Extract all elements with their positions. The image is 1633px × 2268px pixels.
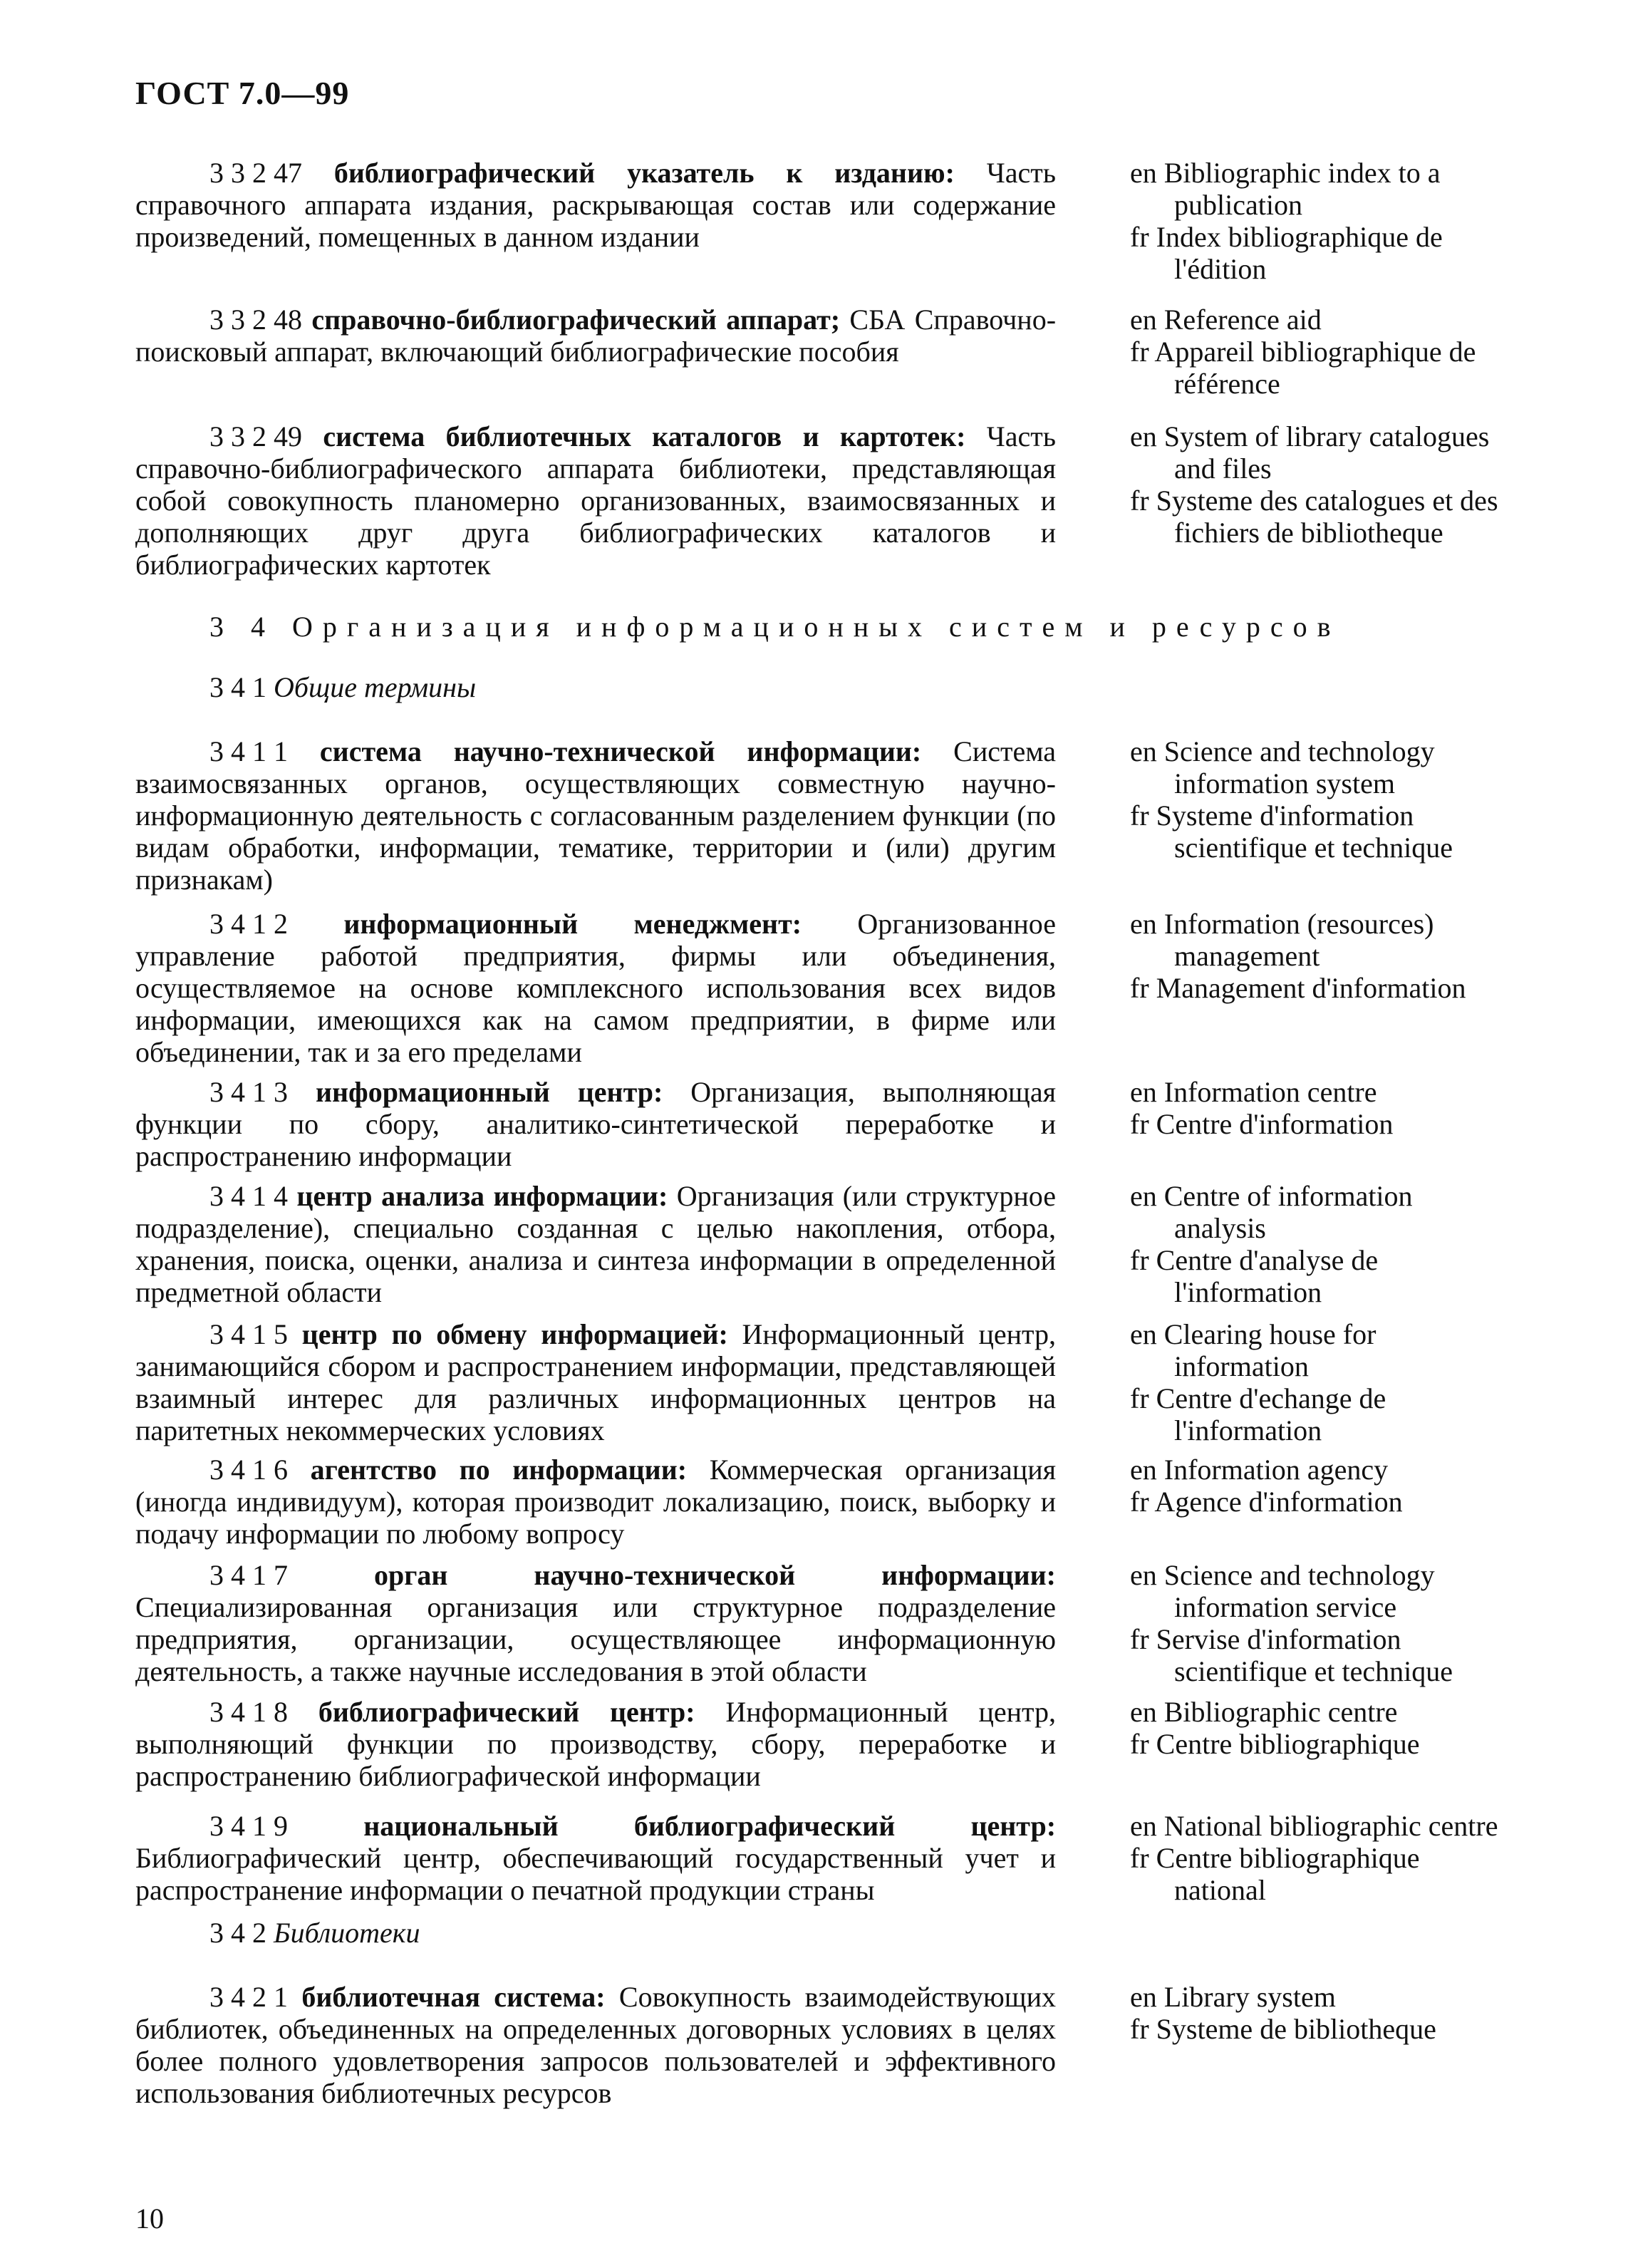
term-definition bbox=[135, 1696, 1056, 1792]
translation-en: en Bibliographic index to a bbox=[1130, 157, 1441, 189]
translation-line: scientifique et technique bbox=[1174, 832, 1453, 864]
term-text: Библиографический центр, обеспечивающий государственный учет и распространение информации о печатной продукции страны bbox=[135, 1842, 1056, 1906]
translation-en: en Science and technology bbox=[1130, 735, 1435, 767]
section-heading: 3 4 Организация информационных систем и ресурсов bbox=[209, 611, 1341, 643]
term-number: 3 4 2 1 bbox=[209, 1981, 288, 2013]
term-translations bbox=[1130, 1810, 1593, 1906]
translation-fr: fr Centre d'information bbox=[1130, 1108, 1394, 1140]
subsection-heading bbox=[209, 1917, 420, 1949]
translation-line: l'information bbox=[1174, 1414, 1322, 1446]
term-translations bbox=[1130, 1180, 1593, 1308]
term-text: Организация (или структурное подразделение), специально созданная с целью накопления, отбора, хранения, поиска, оценки, анализа и синтеза информации в определенной предметной области bbox=[135, 1180, 1056, 1308]
term-number: 3 4 1 5 bbox=[209, 1318, 288, 1350]
translation-en: en Centre of information bbox=[1130, 1180, 1413, 1212]
translation-en: en Reference aid bbox=[1130, 304, 1322, 336]
subsection-number: 3 4 1 bbox=[209, 671, 266, 703]
translation-en: en System of library catalogues bbox=[1130, 420, 1490, 452]
translation-line: référence bbox=[1174, 368, 1280, 400]
translation-fr: fr Centre d'analyse de bbox=[1130, 1244, 1379, 1276]
term-title: библиографический центр: bbox=[318, 1696, 695, 1728]
term-translations bbox=[1130, 1318, 1593, 1446]
translation-line: l'information bbox=[1174, 1276, 1322, 1308]
subsection-heading bbox=[209, 671, 476, 703]
term-title: система научно-технической информации: bbox=[319, 735, 922, 767]
translation-en: en Information agency bbox=[1130, 1454, 1389, 1486]
translation-fr: fr Agence d'information bbox=[1130, 1486, 1403, 1518]
term-translations bbox=[1130, 908, 1593, 1004]
translation-en: en Library system bbox=[1130, 1981, 1336, 2013]
term-title: орган научно-технической информации: bbox=[373, 1559, 1057, 1591]
term-number: 3 4 1 2 bbox=[209, 908, 288, 940]
term-definition bbox=[135, 1559, 1056, 1687]
term-number: 3 4 1 1 bbox=[209, 735, 288, 767]
translation-line: l'édition bbox=[1174, 253, 1267, 285]
translation-en: en Information (resources) bbox=[1130, 908, 1434, 940]
translation-fr: fr Systeme d'information bbox=[1130, 799, 1414, 832]
translation-en: en National bibliographic centre bbox=[1130, 1810, 1498, 1842]
term-text: Организованное управление работой предприятия, фирмы или объединения, осуществляемое на основе комплексного использования всех видов информации, имеющихся как на самом предприятии, в фирме или объединении, так и за его пределами bbox=[135, 908, 1056, 1068]
term-definition bbox=[135, 1180, 1056, 1308]
term-number: 3 4 1 4 bbox=[209, 1180, 288, 1212]
translation-line: fichiers de bibliotheque bbox=[1174, 517, 1443, 549]
translation-line: and files bbox=[1174, 452, 1272, 485]
term-translations bbox=[1130, 1559, 1593, 1687]
translation-fr: fr Centre bibliographique bbox=[1130, 1728, 1420, 1760]
term-number: 3 4 1 9 bbox=[209, 1810, 288, 1842]
term-number: 3 4 1 8 bbox=[209, 1696, 288, 1728]
subsection-name: Библиотеки bbox=[274, 1917, 420, 1949]
term-text: Часть справочного аппарата издания, раскрывающая состав или содержание произведений, помещенных в данном издании bbox=[135, 157, 1057, 253]
translation-fr: fr Centre bibliographique bbox=[1130, 1842, 1420, 1874]
subsection-name: Общие термины bbox=[274, 671, 477, 703]
term-title: агентство по информации: bbox=[310, 1454, 688, 1486]
standard-header: ГОСТ 7.0—99 bbox=[135, 75, 350, 111]
translation-fr: fr Index bibliographique de bbox=[1130, 221, 1443, 253]
term-title: информационный менеджмент: bbox=[343, 908, 802, 940]
translation-line: scientifique et technique bbox=[1174, 1655, 1453, 1687]
term-definition bbox=[135, 1454, 1056, 1550]
translation-fr: fr Centre d'echange de bbox=[1130, 1382, 1386, 1414]
term-title: центр анализа информации: bbox=[296, 1180, 668, 1212]
translation-en: en Information centre bbox=[1130, 1076, 1377, 1108]
term-definition bbox=[135, 1810, 1056, 1906]
term-translations bbox=[1130, 1981, 1593, 2045]
translation-en: en Clearing house for bbox=[1130, 1318, 1377, 1350]
term-text: Информационный центр, выполняющий функции по производству, сбору, переработке и распространению библиографической информации bbox=[135, 1696, 1057, 1792]
term-number: 3 3 2 47 bbox=[209, 157, 302, 189]
term-number: 3 4 1 3 bbox=[209, 1076, 288, 1108]
term-text: Совокупность взаимодействующих библиотек, объединенных на определенных договорных условиях в целях более полного удовлетворения запросов пользователей и эффективного использования библиотечных ресурсов bbox=[135, 1981, 1057, 2109]
translation-line: information system bbox=[1174, 767, 1395, 799]
term-title: центр по обмену информацией: bbox=[301, 1318, 728, 1350]
term-title: информационный центр: bbox=[315, 1076, 663, 1108]
term-title: национальный библиографический центр: bbox=[363, 1810, 1057, 1842]
term-definition bbox=[135, 1318, 1056, 1446]
term-translations bbox=[1130, 1454, 1593, 1518]
term-number: 3 3 2 48 bbox=[209, 304, 302, 336]
page-number: 10 bbox=[135, 2202, 164, 2235]
term-number: 3 3 2 49 bbox=[209, 420, 302, 452]
term-definition bbox=[135, 420, 1056, 581]
term-definition bbox=[135, 1076, 1056, 1172]
translation-fr: fr Servise d'information bbox=[1130, 1623, 1401, 1655]
term-text: Информационный центр, занимающийся сбором и распространением информации, представляющей взаимный интерес для различных информационных центров на паритетных некоммерческих условиях bbox=[135, 1318, 1056, 1446]
term-translations bbox=[1130, 735, 1593, 864]
translation-fr: fr Systeme de bibliotheque bbox=[1130, 2013, 1436, 2045]
term-translations bbox=[1130, 304, 1593, 400]
translation-fr: fr Appareil bibliographique de bbox=[1130, 336, 1476, 368]
term-text: Система взаимосвязанных органов, осуществляющих совместную научно-информационную деятельность с согласованным разделением функции (по видам обработки, информации, тематике, территории и (или) другим признакам) bbox=[135, 735, 1057, 896]
term-definition bbox=[135, 304, 1056, 368]
translation-line: publication bbox=[1174, 189, 1302, 221]
term-text: Часть справочно-библиографического аппарата библиотеки, представляющая собой совокупность планомерно организованных, взаимосвязанных и дополняющих друг друга библиографических каталогов и библиографических картотек bbox=[135, 420, 1057, 581]
translation-line: analysis bbox=[1174, 1212, 1266, 1244]
term-text: СБА Справочно-поисковый аппарат, включающий библиографические пособия bbox=[135, 304, 1057, 368]
term-title: справочно-библиографический аппарат; bbox=[311, 304, 841, 336]
translation-line: national bbox=[1174, 1874, 1266, 1906]
term-definition bbox=[135, 735, 1056, 896]
translation-line: information service bbox=[1174, 1591, 1397, 1623]
term-title: библиографический указатель к изданию: bbox=[333, 157, 955, 189]
term-text: Коммерческая организация (иногда индивидуум), которая производит локализацию, поиск, выборку и подачу информации по любому вопросу bbox=[135, 1454, 1057, 1550]
term-text: Организация, выполняющая функции по сбору, аналитико-синтетической переработке и распространению информации bbox=[135, 1076, 1056, 1172]
term-text: Специализированная организация или структурное подразделение предприятия, организации, осуществляющее информационную деятельность, а также научные исследования в этой области bbox=[135, 1591, 1056, 1687]
term-translations bbox=[1130, 157, 1593, 285]
translation-line: management bbox=[1174, 940, 1320, 972]
term-translations bbox=[1130, 1076, 1593, 1140]
term-number: 3 4 1 6 bbox=[209, 1454, 288, 1486]
term-definition bbox=[135, 908, 1056, 1068]
term-title: система библиотечных каталогов и картотек: bbox=[323, 420, 966, 452]
translation-line: information bbox=[1174, 1350, 1309, 1382]
term-translations bbox=[1130, 1696, 1593, 1760]
translation-fr: fr Systeme des catalogues et des bbox=[1130, 485, 1498, 517]
translation-fr: fr Management d'information bbox=[1130, 972, 1466, 1004]
term-number: 3 4 1 7 bbox=[209, 1559, 288, 1591]
term-translations bbox=[1130, 420, 1593, 549]
subsection-number: 3 4 2 bbox=[209, 1917, 266, 1949]
term-title: библиотечная система: bbox=[301, 1981, 606, 2013]
term-definition bbox=[135, 1981, 1056, 2109]
translation-en: en Science and technology bbox=[1130, 1559, 1435, 1591]
term-definition bbox=[135, 157, 1056, 253]
translation-en: en Bibliographic centre bbox=[1130, 1696, 1398, 1728]
